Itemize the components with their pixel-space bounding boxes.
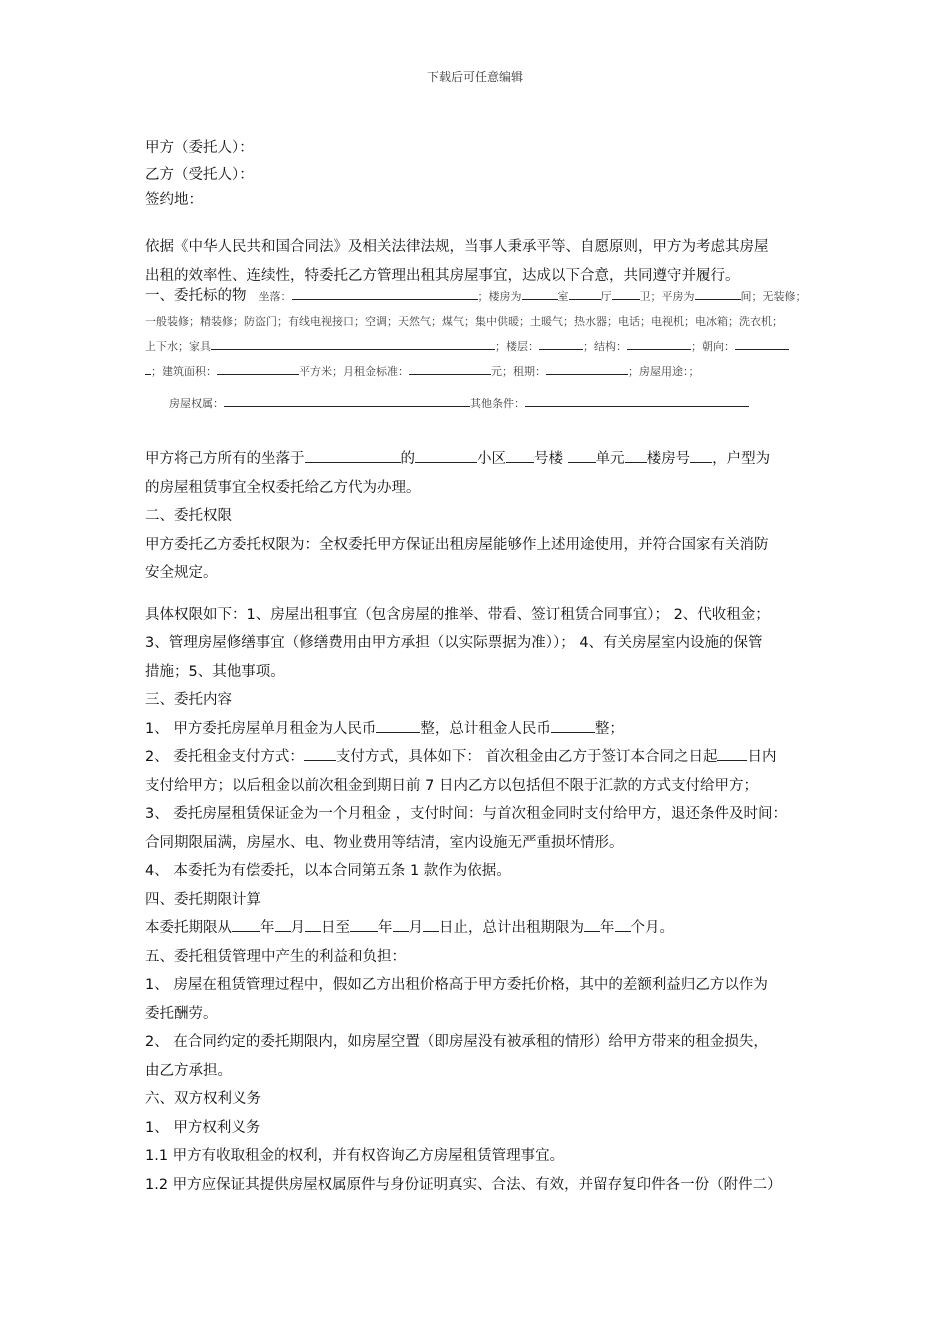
location-blank-2[interactable] (305, 449, 401, 463)
rent-blank[interactable] (409, 361, 491, 375)
term-text: 月 (290, 920, 305, 936)
term-text: 月 (408, 920, 423, 936)
floor-label: ；楼层： (495, 340, 539, 353)
entrust-text: 楼房号 (646, 451, 691, 467)
entrust-text: 小区 (477, 451, 506, 467)
section3-item4: 4、 本委托为有偿委托，以本合同第五条 1 款作为依据。 (145, 863, 511, 879)
section3-item3: 3、 委托房屋租赁保证金为一个月租金 ，支付时间：与首次租金同时支付给甲方，退还条件及时间： (145, 806, 787, 822)
room-no-blank[interactable] (690, 449, 712, 463)
section5-item2-line: 由乙方承担。 (145, 1062, 232, 1079)
intro-paragraph (145, 233, 825, 290)
sqm-label: 平方米；月租金标准： (299, 365, 409, 378)
entrust-text: 甲方将己方所有的坐落于 (145, 451, 305, 467)
header-note: 下载后可任意编辑 (426, 70, 523, 84)
section5-item2-line: 2、 在合同约定的委托期限内，如房屋空置（即房屋没有被承租的情形）给甲方带来的租金损失， (145, 1034, 768, 1050)
section5-title: 五、委托租赁管理中产生的利益和负担： (145, 948, 406, 965)
section2-p1-line: 甲方委托乙方委托权限为：全权委托甲方保证出租房屋能够作上述用途使用，并符合国家有关消防 (145, 536, 769, 553)
struct-blank[interactable] (627, 336, 691, 350)
section4-title: 四、委托期限计算 (145, 891, 261, 908)
entrust-line2: 的房屋租赁事宜全权委托给乙方代为办理。 (145, 479, 421, 496)
wei-blank[interactable] (612, 286, 640, 300)
party-b-line: 乙方（受托人）： (145, 166, 254, 183)
other-label: 其他条件： (470, 397, 525, 410)
end-month-blank[interactable] (393, 918, 409, 932)
start-year-blank[interactable] (232, 918, 260, 932)
intro-line: 依据《中华人民共和国合同法》及相关法律法规，当事人秉承平等、自愿原则，甲方为考虑其房屋 (145, 239, 769, 255)
rooms-label: ；楼房为 (477, 290, 522, 303)
section1-line5 (145, 391, 845, 416)
section6-clause-1-1: 1.1 甲方有收取租金的权利，并有权咨询乙方房屋租赁管理事宜。 (145, 1148, 565, 1164)
orient-blank[interactable] (735, 336, 789, 350)
unit-blank[interactable] (568, 449, 596, 463)
end-year-blank[interactable] (350, 918, 378, 932)
section1-title: 一、委托标的物 (145, 288, 247, 304)
floor-blank[interactable] (539, 336, 583, 350)
item-text: 1、 甲方委托房屋单月租金为人民币 (145, 720, 377, 737)
owner-blank[interactable] (224, 393, 470, 407)
wei-label: 卫；平房为 (639, 290, 695, 303)
section1-line2: 一般装修；精装修；防盗门；有线电视接口；空调；天然气；煤气；集中供暖；土暖气；热水器；电话；电视机；电冰箱；洗衣机； (145, 315, 783, 328)
area-blank[interactable] (217, 361, 299, 375)
parties-block (145, 134, 825, 213)
floor-no-blank[interactable] (625, 449, 647, 463)
area-label: ；建筑面积： (151, 365, 217, 378)
item-text: 支付方式，具体如下： 首次租金由乙方于签订本合同之日起 (335, 749, 718, 765)
section1-line1 (145, 284, 845, 309)
jian-label: 间；无装修； (740, 290, 807, 303)
owner-label: 房屋权属： (169, 397, 224, 410)
section2-p1-line: 安全规定。 (145, 565, 218, 581)
item-text: 日内 (747, 749, 777, 765)
community-blank[interactable] (415, 449, 477, 463)
other-blank[interactable] (525, 393, 749, 407)
section2-p2-line: 具体权限如下：1、房屋出租事宜（包含房屋的推举、带看、签订租赁合同事宜）； 2、代收租金； (145, 606, 770, 623)
term-text: 日止，总计出租期限为 (439, 920, 584, 936)
section5-item1-line: 1、 房屋在租赁管理过程中，假如乙方出租价格高于甲方委托价格，其中的差额利益归乙方以作为 (145, 977, 768, 993)
section6-sub1: 1、 甲方权利义务 (145, 1119, 261, 1136)
section3-item2-line2: 支付给甲方；以后租金以前次租金到期日前 7 日内乙方以包括但不限于汇款的方式支付给甲方； (145, 777, 758, 794)
ting-blank[interactable] (569, 286, 601, 300)
building-blank[interactable] (506, 449, 534, 463)
section5-item1-line: 委托酬劳。 (145, 1005, 218, 1022)
section3-item2 (145, 743, 835, 772)
item-text: 整，总计租金人民币 (420, 720, 551, 737)
section1-form (145, 284, 845, 416)
term-text: 年 (600, 920, 615, 936)
shi-blank[interactable] (522, 286, 558, 300)
section1-line4 (145, 359, 845, 384)
sign-place-line: 签约地： (145, 191, 203, 208)
pay-days-blank[interactable] (717, 747, 747, 761)
location-blank[interactable] (292, 286, 478, 300)
entrust-text: 单元 (595, 451, 625, 467)
start-day-blank[interactable] (305, 918, 321, 932)
furniture-blank[interactable] (211, 336, 495, 350)
start-month-blank[interactable] (275, 918, 291, 932)
term-text: 本委托期限从 (145, 920, 232, 936)
item-text: 2、 委托租金支付方式： (145, 749, 304, 765)
shi-label: 室 (557, 290, 569, 303)
section2-p2-line: 措施；5、其他事项。 (145, 663, 285, 680)
monthly-rent-blank[interactable] (376, 719, 420, 733)
ting-label: 厅 (600, 290, 612, 303)
end-day-blank[interactable] (423, 918, 439, 932)
entrust-line1 (145, 445, 835, 474)
yuan-label: 元；租期： (491, 365, 546, 378)
total-rent-blank[interactable] (551, 719, 595, 733)
struct-label: ；结构： (583, 340, 627, 353)
term-text: 年 (378, 920, 393, 936)
location-label: 坐落： (258, 290, 292, 303)
term-blank[interactable] (546, 361, 628, 375)
intro-line: 出租的效率性、连续性，特委托乙方管理出租其房屋事宜，达成以下合意，共同遵守并履行。 (145, 267, 740, 284)
jian-blank[interactable] (695, 286, 741, 300)
section6-title: 六、双方权利义务 (145, 1091, 261, 1107)
entrust-text: 号楼 (534, 451, 563, 467)
term-text: 个月。 (630, 920, 674, 936)
contract-body (145, 445, 835, 1199)
section6-clause-1-2: 1.2 甲方应保证其提供房屋权属原件与身份证明真实、合法、有效，并留存复印件各一份（附件二） (145, 1176, 782, 1193)
pay-method-blank[interactable] (304, 747, 336, 761)
section3-title: 三、委托内容 (145, 692, 232, 708)
section3-item1 (145, 715, 835, 744)
entrust-text: ，户型为 (712, 451, 771, 467)
section2-p2-line: 3、管理房屋修缮事宜（修缮费用由甲方承担（以实际票据为准））； 4、有关房屋室内设施的保管 (145, 635, 763, 651)
party-a-line: 甲方（委托人）： (145, 140, 254, 156)
section1-line3 (145, 334, 845, 359)
entrust-text: 的 (400, 451, 415, 467)
total-month-blank[interactable] (615, 918, 631, 932)
water-label: 上下水；家具 (145, 340, 211, 353)
total-year-blank[interactable] (584, 918, 600, 932)
section4-term-line (145, 914, 835, 943)
term-text: 年 (260, 920, 275, 936)
use-label: ；房屋用途：； (628, 365, 700, 378)
item-text: 整； (594, 720, 624, 737)
term-text: 日至 (321, 920, 350, 936)
orient-label: ；朝向： (691, 340, 735, 353)
section3-item3-line2: 合同期限届满，房屋水、电、物业费用等结清，室内设施无严重损坏情形。 (145, 834, 624, 851)
section2-title: 二、委托权限 (145, 508, 232, 524)
